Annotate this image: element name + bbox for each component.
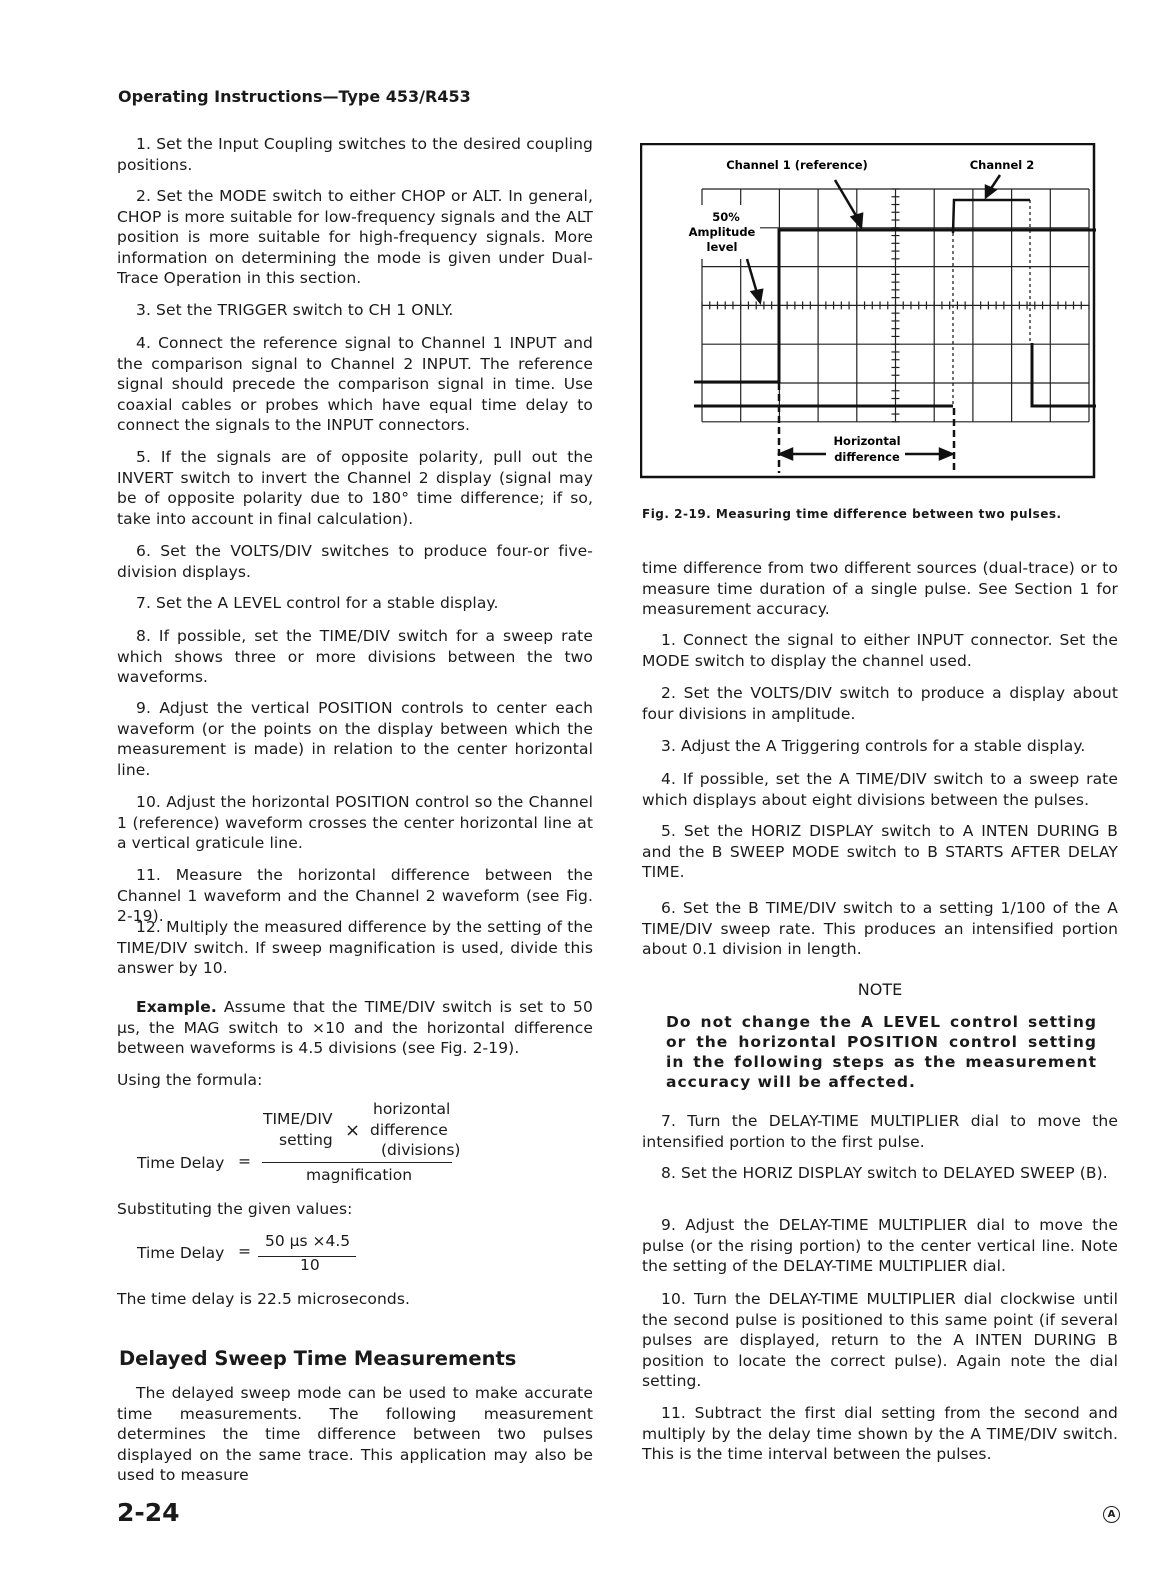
ch1-pointer-icon: [835, 180, 858, 219]
right-intro: time difference from two different sources (dual-trace) or to measure time duration of a single pulse. See Section 1 for measurement accuracy.: [642, 559, 1118, 619]
formula2-numerator: 50 µs ×4.5: [265, 1232, 351, 1250]
formula-equals: =: [238, 1152, 251, 1170]
step-5: 5. If the signals are of opposite polarity, pull out the INVERT switch to invert the Channel 2 display (signal may be of opposite polarity due to 180° time difference; if so, take into account in final calculation).: [117, 448, 593, 528]
step-6: 6. Set the VOLTS/DIV switches to produce four-or five-division displays.: [117, 542, 593, 581]
formula-num1a: TIME/DIV: [263, 1110, 333, 1128]
example-label: Example.: [136, 998, 217, 1016]
level-pointer-icon: [747, 259, 757, 293]
r-step-5: 5. Set the HORIZ DISPLAY switch to A INTEN DURING B and the B SWEEP MODE switch to B STARTS AFTER DELAY TIME.: [642, 822, 1118, 882]
example-paragraph: [117, 997, 593, 1059]
note-text: Do not change the A LEVEL control setting or the horizontal POSITION control setting in the following steps as the measurement accuracy will be affected.: [666, 1013, 1097, 1091]
r-step-8: 8. Set the HORIZ DISPLAY switch to DELAYED SWEEP (B).: [661, 1164, 1108, 1182]
r-step-10: 10. Turn the DELAY-TIME MULTIPLIER dial clockwise until the second pulse is positioned to this same point (if several pulses are displayed, return to the A INTEN DURING B position to locate the correct pulse). Again note the dial setting.: [642, 1290, 1118, 1391]
r-step-6: 6. Set the B TIME/DIV switch to a setting 1/100 of the A TIME/DIV sweep rate. This produces an intensified portion about 0.1 division in length.: [642, 899, 1118, 959]
formula2-lhs: Time Delay: [137, 1244, 225, 1262]
formula-lhs: Time Delay: [137, 1154, 225, 1172]
figure-caption: Fig. 2-19. Measuring time difference between two pulses.: [642, 507, 1062, 521]
r-step-7: 7. Turn the DELAY-TIME MULTIPLIER dial to move the intensified portion to the first pulse.: [642, 1112, 1118, 1151]
publisher-logo: A: [1103, 1506, 1120, 1523]
running-header: Operating Instructions—Type 453/R453: [118, 87, 471, 106]
r-step-2: 2. Set the VOLTS/DIV switch to produce a display about four divisions in amplitude.: [642, 684, 1118, 723]
example-text: Assume that the TIME/DIV switch is set to 50 µs, the MAG switch to ×10 and the horizontal difference between waveforms is 4.5 divisions (see Fig. 2-19).: [117, 998, 593, 1058]
hd-label-1: Horizontal: [833, 434, 901, 448]
formula-num2c: (divisions): [381, 1141, 461, 1159]
amp-label-1: 50%: [712, 210, 740, 224]
formula2-equals: =: [238, 1242, 251, 1260]
ch1-label: Channel 1 (reference): [726, 158, 868, 172]
formula-denominator: magnification: [306, 1166, 413, 1184]
step-4: 4. Connect the reference signal to Channel 1 INPUT and the comparison signal to Channel 2 INPUT. The reference signal should precede the comparison signal in time. Use coaxial cables or probes which have equal time delay to connect the signals to the INPUT connectors.: [117, 334, 593, 435]
r-step-1: 1. Connect the signal to either INPUT connector. Set the MODE switch to display the channel used.: [642, 631, 1118, 670]
r-step-9: 9. Adjust the DELAY-TIME MULTIPLIER dial to move the pulse (or the rising portion) to the center vertical line. Note the setting of the DELAY-TIME MULTIPLIER dial.: [642, 1216, 1118, 1276]
step-7: 7. Set the A LEVEL control for a stable display.: [136, 594, 499, 612]
ch2-trace-fall: [1032, 343, 1096, 406]
ch2-label: Channel 2: [969, 158, 1035, 172]
substituting: Substituting the given values:: [117, 1200, 353, 1218]
step-9: 9. Adjust the vertical POSITION controls to center each waveform (or the points on the display between which the measurement is made) in relation to the center horizontal line.: [117, 699, 593, 779]
figure-2-19: [640, 143, 1096, 479]
amp-label-2: Amplitude: [688, 225, 756, 239]
step-10: 10. Adjust the horizontal POSITION control so the Channel 1 (reference) waveform crosses the center horizontal line at a vertical graticule line.: [117, 793, 593, 853]
figure-border: [641, 144, 1094, 477]
formula2-denominator: 10: [300, 1256, 320, 1274]
step-12: 12. Multiply the measured difference by the setting of the TIME/DIV switch. If sweep magnification is used, divide this answer by 10.: [117, 918, 593, 978]
using-formula: Using the formula:: [117, 1071, 263, 1089]
step-11: 11. Measure the horizontal difference between the Channel 1 waveform and the Channel 2 waveform (see Fig. 2-19).: [117, 866, 593, 926]
section-heading: Delayed Sweep Time Measurements: [119, 1347, 517, 1370]
formula-times: ×: [345, 1120, 361, 1141]
formula-num1b: setting: [279, 1131, 333, 1149]
amp-label-3: level: [706, 240, 738, 254]
r-step-3: 3. Adjust the A Triggering controls for a stable display.: [661, 737, 1086, 755]
formula-num2b: difference: [370, 1121, 448, 1139]
page-number: 2-24: [117, 1498, 180, 1527]
r-step-11: 11. Subtract the first dial setting from the second and multiply by the delay time shown by the A TIME/DIV switch. This is the time interval between the pulses.: [642, 1404, 1118, 1464]
step-3: 3. Set the TRIGGER switch to CH 1 ONLY.: [136, 301, 454, 319]
note-title: NOTE: [857, 980, 903, 999]
step-2: 2. Set the MODE switch to either CHOP or ALT. In general, CHOP is more suitable for low-frequency signals and the ALT position is more suitable for high-frequency signals. More information on determining the mode is given under Dual-Trace Operation in this section.: [117, 187, 593, 288]
step-8: 8. If possible, set the TIME/DIV switch for a sweep rate which shows three or more divisions between the two waveforms.: [117, 627, 593, 687]
fraction-bar: [262, 1162, 452, 1163]
r-step-4: 4. If possible, set the A TIME/DIV switch to a sweep rate which displays about eight divisions between the pulses.: [642, 770, 1118, 809]
section-intro: The delayed sweep mode can be used to make accurate time measurements. The following measurement determines the time difference between two pulses displayed on the same trace. This application may also be used to measure: [117, 1384, 593, 1485]
result: The time delay is 22.5 microseconds.: [117, 1290, 411, 1308]
formula-num2a: horizontal: [373, 1100, 451, 1118]
step-1: 1. Set the Input Coupling switches to the desired coupling positions.: [117, 135, 593, 174]
hd-label-2: difference: [834, 450, 900, 464]
